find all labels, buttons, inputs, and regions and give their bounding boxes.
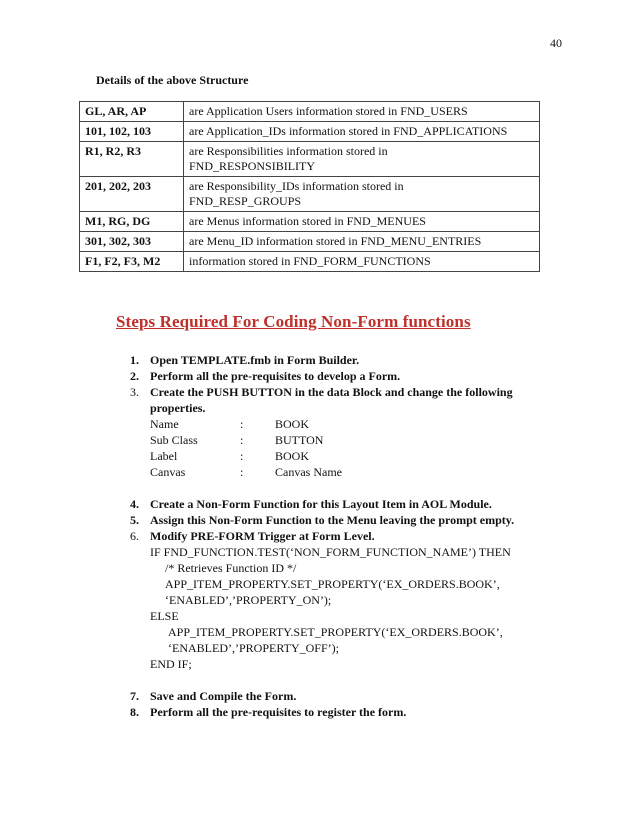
property-name: Canvas: [150, 465, 186, 479]
step-item: [130, 384, 550, 416]
table-cell-desc: [184, 142, 540, 177]
code-line: END IF;: [150, 657, 192, 671]
step-text: Open TEMPLATE.fmb in Form Builder.: [150, 353, 360, 367]
page-number: 40: [550, 36, 562, 50]
table-cell-code: 301, 302, 303: [80, 232, 184, 252]
property-name: Name: [150, 417, 179, 431]
table-cell-desc-line: are Responsibilities information stored in: [189, 144, 388, 158]
step-item: [130, 528, 550, 544]
step-text: Save and Compile the Form.: [150, 689, 297, 703]
table-row: [80, 232, 540, 252]
table-cell-desc: are Application_IDs information stored in FND_APPLICATIONS: [184, 122, 540, 142]
code-line: APP_ITEM_PROPERTY.SET_PROPERTY(‘EX_ORDERS.BOOK’,: [168, 625, 503, 639]
table-cell-code: F1, F2, F3, M2: [80, 252, 184, 272]
step-number: 5.: [130, 513, 139, 527]
table-cell-desc: information stored in FND_FORM_FUNCTIONS: [184, 252, 540, 272]
property-value: Canvas Name: [275, 465, 342, 479]
property-separator: :: [240, 433, 244, 447]
step-item: [130, 512, 550, 528]
table-cell-desc-line: FND_RESP_GROUPS: [189, 194, 302, 208]
table-cell-desc: are Application Users information stored in FND_USERS: [184, 102, 540, 122]
step-item: [130, 368, 550, 384]
code-line: IF FND_FUNCTION.TEST(‘NON_FORM_FUNCTION_NAME’) THEN: [150, 545, 511, 559]
properties-list: [150, 416, 550, 480]
property-name: Label: [150, 449, 178, 463]
step-text: Assign this Non-Form Function to the Menu leaving the prompt empty.: [150, 513, 515, 527]
table-cell-code: 101, 102, 103: [80, 122, 184, 142]
table-row: [80, 122, 540, 142]
step-number: 7.: [130, 689, 139, 703]
code-line: ‘ENABLED’,’PROPERTY_ON’);: [165, 593, 332, 607]
property-row: [150, 432, 550, 448]
table-cell-code: R1, R2, R3: [80, 142, 184, 177]
property-row: [150, 448, 550, 464]
code-line: /* Retrieves Function ID */: [165, 561, 297, 575]
step-text: Create a Non-Form Function for this Layout Item in AOL Module.: [150, 497, 492, 511]
table-cell-desc: are Menu_ID information stored in FND_MENU_ENTRIES: [184, 232, 540, 252]
table-row: [80, 142, 540, 177]
step-number: 3.: [130, 385, 139, 399]
property-value: BOOK: [275, 449, 310, 463]
table-cell-code: M1, RG, DG: [80, 212, 184, 232]
step-text: Perform all the pre-requisites to develop a Form.: [150, 369, 401, 383]
table-row: [80, 252, 540, 272]
steps-list: [130, 352, 550, 720]
step-number: 6.: [130, 529, 139, 543]
spacer: [130, 672, 550, 688]
table-cell-desc-line: FND_RESPONSIBILITY: [189, 159, 316, 173]
steps-title: Steps Required For Coding Non-Form functions: [116, 312, 471, 331]
step-text: Modify PRE-FORM Trigger at Form Level.: [150, 529, 375, 543]
step-text: Perform all the pre-requisites to register the form.: [150, 705, 407, 719]
property-name: Sub Class: [150, 433, 198, 447]
property-separator: :: [240, 417, 244, 431]
property-value: BUTTON: [275, 433, 324, 447]
step-item: [130, 496, 550, 512]
section-heading: Details of the above Structure: [96, 73, 249, 87]
step-item: [130, 704, 550, 720]
property-separator: :: [240, 465, 244, 479]
spacer: [130, 480, 550, 496]
code-line: APP_ITEM_PROPERTY.SET_PROPERTY(‘EX_ORDERS.BOOK’,: [165, 577, 500, 591]
step-number: 4.: [130, 497, 139, 511]
table-row: [80, 102, 540, 122]
property-row: [150, 464, 550, 480]
table-cell-code: GL, AR, AP: [80, 102, 184, 122]
step-number: 1.: [130, 353, 139, 367]
property-separator: :: [240, 449, 244, 463]
table-row: [80, 212, 540, 232]
table-cell-desc: [184, 177, 540, 212]
table-cell-desc: are Menus information stored in FND_MENUES: [184, 212, 540, 232]
code-line: ‘ENABLED’,’PROPERTY_OFF’);: [168, 641, 339, 655]
step-item: [130, 352, 550, 368]
step-text: Create the PUSH BUTTON in the data Block and change the following properties.: [150, 385, 513, 415]
table-cell-desc-line: are Responsibility_IDs information stored in: [189, 179, 404, 193]
table-row: [80, 177, 540, 212]
details-table: [79, 101, 540, 272]
code-block: [150, 544, 550, 672]
code-line: ELSE: [150, 609, 179, 623]
step-number: 2.: [130, 369, 139, 383]
property-row: [150, 416, 550, 432]
property-value: BOOK: [275, 417, 310, 431]
step-number: 8.: [130, 705, 139, 719]
step-item: [130, 688, 550, 704]
table-cell-code: 201, 202, 203: [80, 177, 184, 212]
